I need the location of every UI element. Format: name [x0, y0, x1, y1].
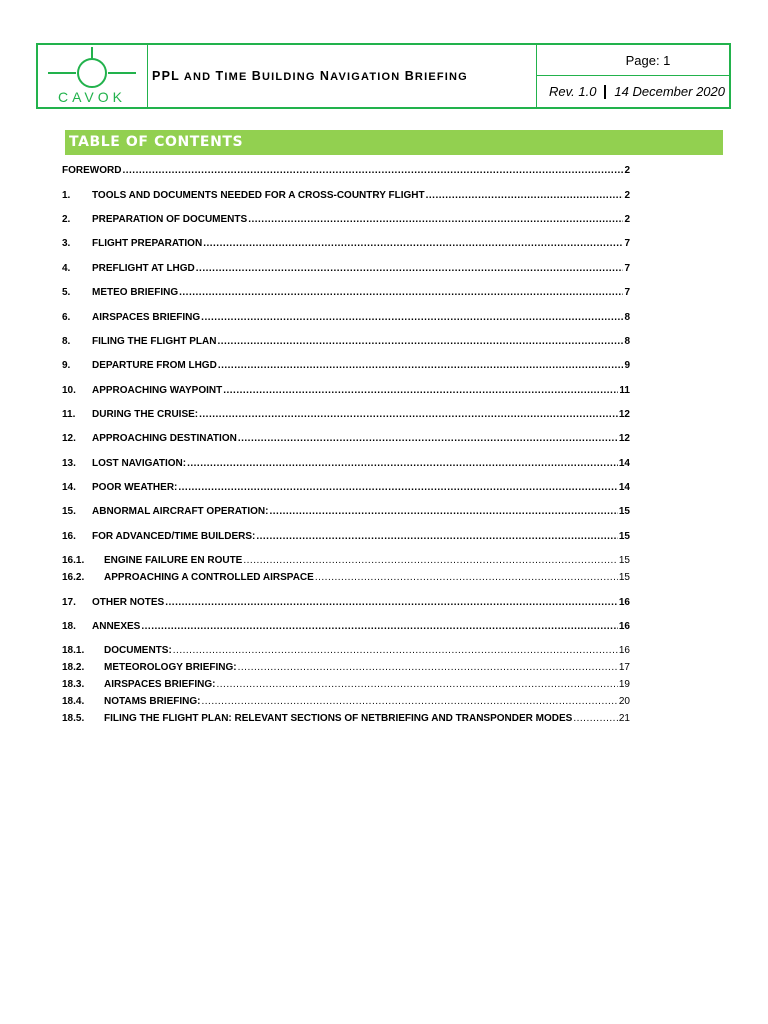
toc-entry-number: 14.	[62, 482, 76, 493]
toc-entry-page: 21	[618, 713, 630, 724]
toc-entry-title: DEPARTURE FROM LHGD	[92, 360, 217, 371]
toc-leader-dots	[315, 572, 618, 584]
toc-leader-dots	[238, 433, 618, 445]
toc-leader-dots	[248, 214, 623, 226]
toc-entry-number: 9.	[62, 360, 71, 371]
toc-entry[interactable]	[62, 570, 630, 584]
title-part: N	[319, 69, 331, 83]
toc-entry[interactable]	[62, 694, 630, 708]
toc-entry-title: LOST NAVIGATION:	[92, 458, 187, 469]
toc-leader-dots	[426, 190, 624, 202]
toc-entry-title: NOTAMS BRIEFING:	[104, 696, 201, 707]
toc-leader-dots	[179, 287, 623, 299]
toc-leader-dots	[165, 597, 618, 609]
toc-entry-title: APPROACHING A CONTROLLED AIRSPACE	[104, 572, 314, 583]
toc-entry-page: 16	[618, 645, 630, 656]
toc-entry-page: 9	[624, 360, 630, 371]
toc-entry-number: 18.	[62, 621, 76, 632]
title-part: PPL	[152, 69, 180, 83]
toc-entry-number: 4.	[62, 263, 71, 274]
toc-entry-title: ANNEXES	[92, 621, 141, 632]
revision-date: 14 December 2020	[614, 84, 725, 99]
title-part-small: AND	[179, 71, 216, 83]
toc-entry-page: 20	[618, 696, 630, 707]
toc-entry-title: FOREWORD	[62, 165, 122, 176]
toc-entry-number: 5.	[62, 287, 71, 298]
toc-entry[interactable]	[62, 407, 630, 421]
toc-entry[interactable]	[62, 660, 630, 674]
toc-entry[interactable]	[62, 553, 630, 567]
toc-entry[interactable]	[62, 261, 630, 275]
toc-leader-dots	[187, 458, 618, 470]
toc-entry[interactable]	[62, 677, 630, 691]
toc-entry-page: 16	[618, 621, 630, 632]
toc-entry-title: DURING THE CRUISE:	[92, 409, 199, 420]
toc-heading: TABLE OF CONTENTS	[65, 130, 723, 155]
toc-entry-title: ENGINE FAILURE EN ROUTE	[104, 555, 243, 566]
toc-entry-number: 18.2.	[62, 662, 85, 673]
toc-leader-dots	[217, 336, 623, 348]
page-number: Page: 1	[537, 45, 729, 76]
toc-leader-dots	[122, 165, 623, 177]
toc-leader-dots	[196, 263, 624, 275]
toc-entry-number: 16.	[62, 531, 76, 542]
toc-entry[interactable]	[62, 619, 630, 633]
toc-entry-page: 15	[618, 531, 630, 542]
toc-entry-title: OTHER NOTES	[92, 597, 165, 608]
toc-leader-dots	[217, 679, 618, 691]
toc-leader-dots	[178, 482, 618, 494]
toc-entry[interactable]	[62, 504, 630, 518]
toc-entry-page: 19	[618, 679, 630, 690]
toc-entry-page: 12	[618, 409, 630, 420]
toc-leader-dots	[218, 360, 624, 372]
toc-entry[interactable]	[62, 236, 630, 250]
toc-leader-dots	[256, 531, 618, 543]
toc-entry-number: 13.	[62, 458, 76, 469]
toc-entry[interactable]	[62, 212, 630, 226]
toc-leader-dots	[269, 506, 617, 518]
toc-entry-title: FILING THE FLIGHT PLAN	[92, 336, 217, 347]
toc-entry-number: 12.	[62, 433, 76, 444]
title-part-small: AVIGATION	[330, 71, 405, 83]
toc-entry[interactable]	[62, 643, 630, 657]
toc-entry-number: 2.	[62, 214, 71, 225]
toc-entry-number: 8.	[62, 336, 71, 347]
toc-entry-title: POOR WEATHER:	[92, 482, 178, 493]
toc-entry[interactable]	[62, 285, 630, 299]
revision: Rev. 1.0	[548, 84, 597, 99]
toc-entry-title: METEO BRIEFING	[92, 287, 179, 298]
toc-entry-title: AIRSPACES BRIEFING	[92, 312, 201, 323]
toc-entry-title: FLIGHT PREPARATION	[92, 238, 203, 249]
toc-entry-number: 1.	[62, 190, 71, 201]
toc-entry-number: 15.	[62, 506, 76, 517]
toc-entry-title: ABNORMAL AIRCRAFT OPERATION:	[92, 506, 269, 517]
toc-entry[interactable]	[62, 383, 630, 397]
toc-entry[interactable]	[62, 595, 630, 609]
toc-leader-dots	[199, 409, 618, 421]
toc-entry[interactable]	[62, 529, 630, 543]
toc-leader-dots	[203, 238, 623, 250]
logo-text: CAVOK	[58, 89, 126, 105]
toc-entry-page: 15	[618, 555, 630, 566]
toc-entry-page: 14	[618, 458, 630, 469]
title-part-small: UILDING	[262, 71, 320, 83]
toc-entry-number: 18.3.	[62, 679, 85, 690]
toc-entry-number: 3.	[62, 238, 71, 249]
toc-entry-page: 7	[624, 238, 630, 249]
toc-entry[interactable]	[62, 334, 630, 348]
toc-leader-dots	[201, 696, 617, 708]
toc-entry-number: 18.4.	[62, 696, 85, 707]
toc-entry-number: 17.	[62, 597, 76, 608]
toc-entry-title: TOOLS AND DOCUMENTS NEEDED FOR A CROSS-COUNTRY FLIGHT	[92, 190, 425, 201]
toc-entry-title: DOCUMENTS:	[104, 645, 172, 656]
toc-entry-number: 11.	[62, 409, 76, 420]
toc-entry-number: 16.2.	[62, 572, 85, 583]
toc-entry-page: 17	[618, 662, 630, 673]
toc-leader-dots	[243, 555, 618, 567]
toc-entry[interactable]	[62, 163, 630, 177]
toc-entry-title: PREPARATION OF DOCUMENTS	[92, 214, 248, 225]
title-part: B	[251, 69, 263, 83]
toc-entry[interactable]	[62, 431, 630, 445]
toc-entry-page: 15	[618, 506, 630, 517]
toc-entry[interactable]	[62, 310, 630, 324]
toc-entry-title: APPROACHING WAYPOINT	[92, 385, 223, 396]
toc-entry-page: 2	[624, 214, 630, 225]
toc-leader-dots	[573, 713, 618, 725]
toc-entry[interactable]	[62, 480, 630, 494]
toc-entry-page: 15	[618, 572, 630, 583]
title-part-small: RIEFING	[414, 71, 468, 83]
toc-entry[interactable]	[62, 711, 630, 725]
toc-leader-dots	[201, 312, 623, 324]
toc-entry-page: 7	[624, 287, 630, 298]
toc-entry-page: 7	[624, 263, 630, 274]
toc-leader-dots	[223, 385, 618, 397]
toc-entry-page: 16	[618, 597, 630, 608]
toc-entry-number: 16.1.	[62, 555, 85, 566]
toc-entry-number: 10.	[62, 385, 76, 396]
toc-entry-page: 14	[618, 482, 630, 493]
toc-entry-number: 18.5.	[62, 713, 85, 724]
toc-entry-title: FOR ADVANCED/TIME BUILDERS:	[92, 531, 256, 542]
toc-entry-title: APPROACHING DESTINATION	[92, 433, 237, 444]
toc-entry-number: 6.	[62, 312, 71, 323]
toc-entry-page: 11	[619, 385, 630, 396]
toc-entry-title: AIRSPACES BRIEFING:	[104, 679, 216, 690]
toc-entry-number: 18.1.	[62, 645, 85, 656]
title-part: B	[404, 69, 415, 83]
toc-entry-page: 2	[624, 165, 630, 176]
toc-leader-dots	[173, 645, 618, 657]
toc-leader-dots	[238, 662, 618, 674]
title-part: T	[215, 69, 225, 83]
toc-entry-title: PREFLIGHT AT LHGD	[92, 263, 195, 274]
toc-entry-title: METEOROLOGY BRIEFING:	[104, 662, 237, 673]
toc-entry-page: 12	[618, 433, 630, 444]
toc-entry[interactable]	[62, 358, 630, 372]
toc-entry-page: 2	[624, 190, 630, 201]
toc-entry-page: 8	[624, 336, 630, 347]
toc-entry[interactable]	[62, 188, 630, 202]
toc-entry[interactable]	[62, 456, 630, 470]
toc-entry-title: FILING THE FLIGHT PLAN: RELEVANT SECTIONS OF NETBRIEFING AND TRANSPONDER MODES	[104, 713, 573, 724]
toc-leader-dots	[141, 621, 618, 633]
toc-entry-page: 8	[624, 312, 630, 323]
title-part-small: IME	[224, 71, 252, 83]
